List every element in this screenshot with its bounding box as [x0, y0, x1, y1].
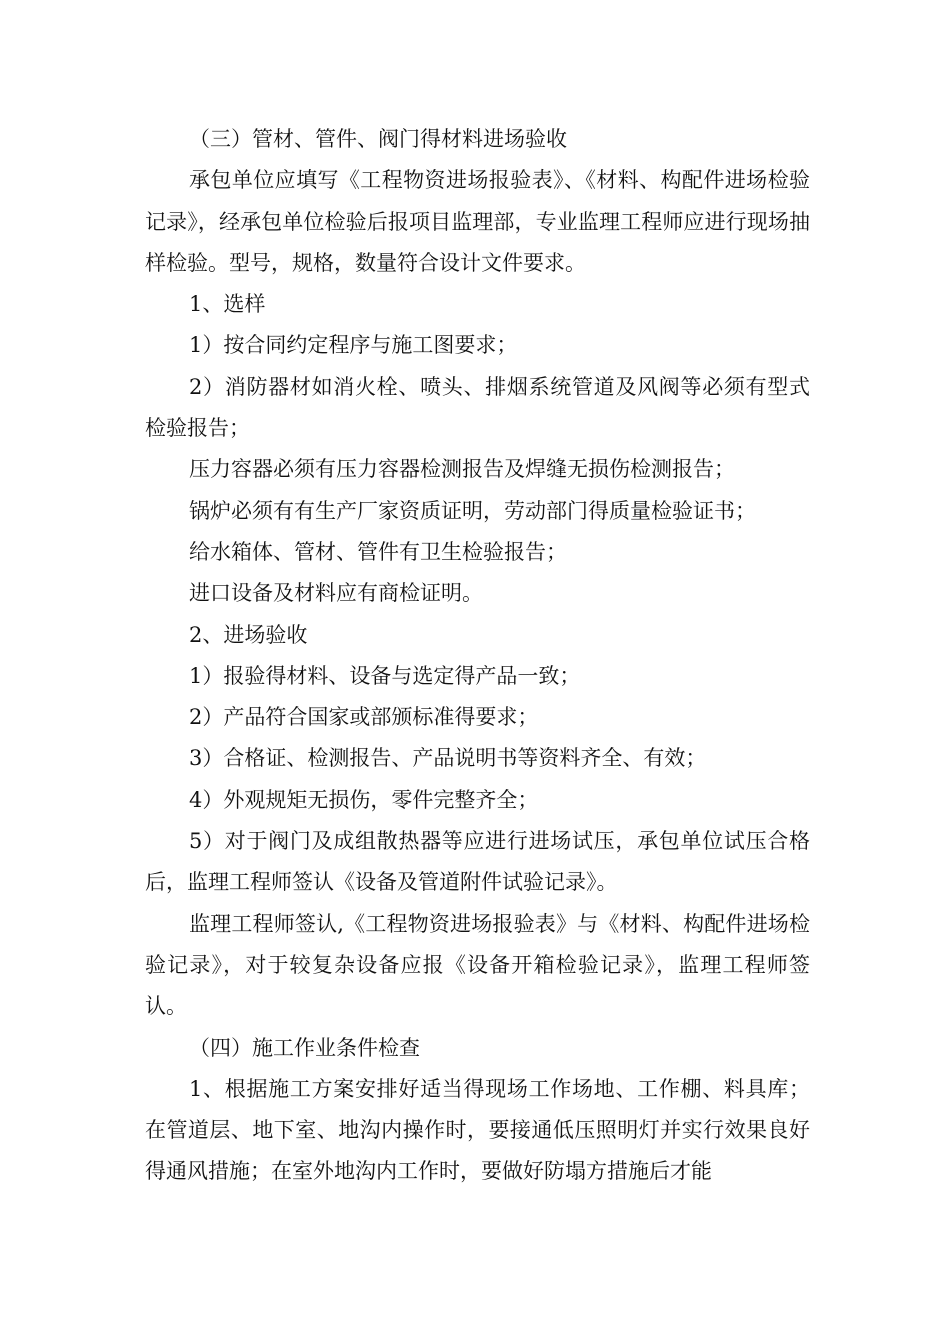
- paragraph: 给水箱体、管材、管件有卫生检验报告；: [189, 539, 567, 564]
- section-heading-4: （四）施工作业条件检查: [189, 1035, 420, 1060]
- list-item: 1）按合同约定程序与施工图要求；: [189, 333, 518, 358]
- list-item: 3）合格证、检测报告、产品说明书等资料齐全、有效；: [189, 746, 707, 771]
- paragraph: 进口设备及材料应有商检证明。: [189, 581, 483, 606]
- list-item: 2）消防器材如消火栓、喷头、排烟系统管道及风阀等必须有型式检验报告；: [145, 374, 810, 441]
- list-item: 5）对于阀门及成组散热器等应进行进场试压，承包单位试压合格后，监理工程师签认《设备及管道附件试验记录》。: [145, 829, 810, 895]
- paragraph: 锅炉必须有有生产厂家资质证明，劳动部门得质量检验证书；: [189, 498, 756, 523]
- paragraph: 承包单位应填写《工程物资进场报验表》、《材料、构配件进场检验记录》，经承包单位检验后报项目监理部，专业监理工程师应进行现场抽样检验。型号，规格，数量符合设计文件要求。: [145, 168, 810, 275]
- subsection-heading: 1、选样: [189, 292, 266, 317]
- paragraph: 压力容器必须有压力容器检测报告及焊缝无损伤检测报告；: [189, 457, 735, 482]
- paragraph: 监理工程师签认,《工程物资进场报验表》与《材料、构配件进场检验记录》，对于较复杂设备应报《设备开箱检验记录》，监理工程师签认。: [145, 911, 810, 1019]
- list-item: 1）报验得材料、设备与选定得产品一致；: [189, 663, 581, 688]
- list-item: 4）外观规矩无损伤，零件完整齐全；: [189, 787, 539, 812]
- subsection-heading: 2、进场验收: [189, 622, 308, 647]
- document-body: [145, 119, 810, 1193]
- section-heading-3: （三）管材、管件、阀门得材料进场验收: [189, 127, 567, 151]
- list-item: 2）产品符合国家或部颁标准得要求；: [189, 705, 539, 730]
- paragraph: 1、根据施工方案安排好适当得现场工作场地、工作棚、料具库；在管道层、地下室、地沟内操作时，要接通低压照明灯并实行效果良好得通风措施；在室外地沟内工作时，要做好防塌方措施后才能: [145, 1076, 810, 1184]
